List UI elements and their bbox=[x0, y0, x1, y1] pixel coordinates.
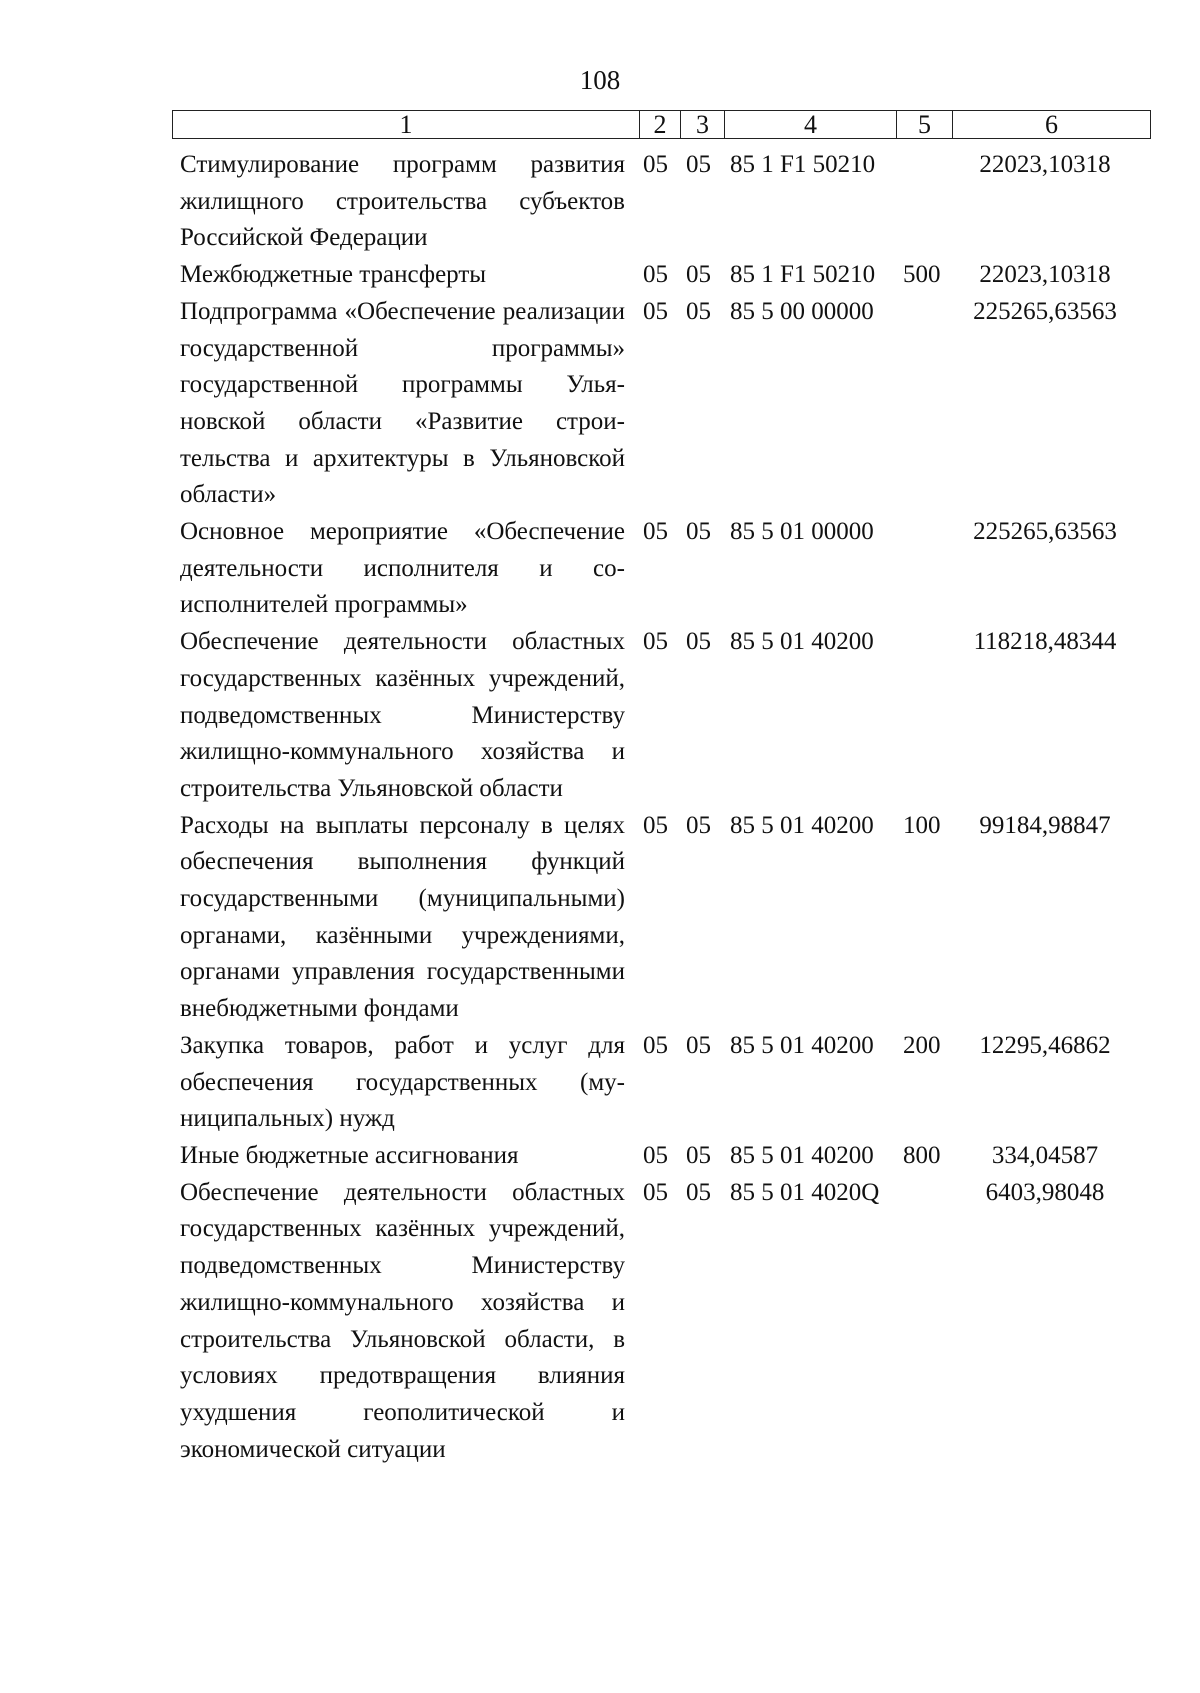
row-name: Закупка товаров, работ и услуг для обеспечения государственных (муниципальных) нужд bbox=[180, 1031, 625, 1133]
table-body bbox=[0, 147, 1200, 1468]
header-col-5: 5 bbox=[897, 111, 953, 139]
row-c5: 100 bbox=[903, 811, 941, 839]
header-col-2: 2 bbox=[640, 111, 681, 139]
row-name: Стимулирование программ развития жилищного строительства субъектов Российской Федерации bbox=[180, 151, 625, 252]
row-name: Основное мероприятие «Обеспечение деятельности исполнителя и соисполнителей программы» bbox=[180, 518, 625, 619]
row-c3: 05 bbox=[686, 628, 711, 656]
row-name: Обеспечение деятельности областных государственных казённых учреждений, подведомственных Министерству жилищно-коммунального хозяйства и строительства Ульяновской области, в условиях предотвращения влияния ухудшения геополитической и экономической ситуации bbox=[180, 1178, 625, 1463]
row-c5: 200 bbox=[903, 1031, 941, 1059]
table-row bbox=[0, 294, 1200, 514]
row-c5: 800 bbox=[903, 1141, 941, 1169]
row-c4: 85 5 01 4020Q bbox=[730, 1178, 880, 1206]
header-col-3: 3 bbox=[681, 111, 725, 139]
row-c6: 118218,48344 bbox=[973, 628, 1117, 656]
row-c3: 05 bbox=[686, 1141, 711, 1169]
row-c4: 85 1 F1 50210 bbox=[730, 261, 876, 289]
row-name: Расходы на выплаты персоналу в целях обеспечения выполнения функций государственными (муниципальными) органами, казёнными учреждениями, органами управления государственными внебюджетными фондами bbox=[180, 811, 625, 1023]
header-col-4: 4 bbox=[725, 111, 897, 139]
row-c6: 225265,63563 bbox=[973, 297, 1117, 325]
row-c4: 85 1 F1 50210 bbox=[730, 151, 876, 178]
row-c5: 500 bbox=[903, 261, 941, 289]
row-c6: 6403,98048 bbox=[985, 1178, 1105, 1206]
table-row bbox=[0, 1028, 1200, 1138]
table-row bbox=[0, 808, 1200, 1028]
table-row bbox=[0, 624, 1200, 808]
table-row bbox=[0, 1138, 1200, 1175]
row-c6: 225265,63563 bbox=[973, 518, 1117, 546]
row-c3: 05 bbox=[686, 1031, 711, 1059]
row-c2: 05 bbox=[643, 151, 668, 178]
row-c3: 05 bbox=[686, 151, 711, 178]
row-c4: 85 5 01 40200 bbox=[730, 811, 874, 839]
row-c6: 99184,98847 bbox=[979, 811, 1111, 839]
row-c6: 22023,10318 bbox=[979, 261, 1111, 289]
header-col-6: 6 bbox=[953, 111, 1151, 139]
table-row bbox=[0, 514, 1200, 624]
row-c2: 05 bbox=[643, 1031, 668, 1059]
table-row bbox=[0, 1175, 1200, 1469]
row-c3: 05 bbox=[686, 261, 711, 289]
row-c2: 05 bbox=[643, 261, 668, 289]
page-number: 108 bbox=[579, 65, 621, 95]
table-row bbox=[0, 257, 1200, 294]
table-row bbox=[0, 147, 1200, 257]
row-c3: 05 bbox=[686, 811, 711, 839]
header-col-1: 1 bbox=[173, 111, 640, 139]
row-name: Межбюджетные трансферты bbox=[180, 261, 487, 289]
row-c4: 85 5 01 40200 bbox=[730, 1141, 874, 1169]
row-c4: 85 5 00 00000 bbox=[730, 297, 874, 325]
row-c4: 85 5 01 40200 bbox=[730, 1031, 874, 1059]
row-c2: 05 bbox=[643, 518, 668, 546]
row-c2: 05 bbox=[643, 297, 668, 325]
row-c6: 334,04587 bbox=[991, 1141, 1099, 1169]
row-name: Подпрограмма «Обеспечение реализации государственной программы» государственной программы Ульяновской области «Развитие строительства и архитектуры в Ульяновской области» bbox=[180, 297, 625, 509]
row-c3: 05 bbox=[686, 297, 711, 325]
row-c2: 05 bbox=[643, 1178, 668, 1206]
row-c6: 12295,46862 bbox=[979, 1031, 1111, 1059]
row-c4: 85 5 01 40200 bbox=[730, 628, 874, 656]
row-c2: 05 bbox=[643, 628, 668, 656]
row-c4: 85 5 01 00000 bbox=[730, 518, 874, 546]
row-c2: 05 bbox=[643, 811, 668, 839]
row-c6: 22023,10318 bbox=[979, 151, 1111, 178]
row-c2: 05 bbox=[643, 1141, 668, 1169]
row-name: Иные бюджетные ассигнования bbox=[180, 1141, 519, 1169]
table-header bbox=[172, 110, 1151, 139]
row-c3: 05 bbox=[686, 518, 711, 546]
row-name: Обеспечение деятельности областных государственных казённых учреждений, подведомственных Министерству жилищно-коммунального хозяйства и строительства Ульяновской области bbox=[180, 628, 625, 802]
row-c3: 05 bbox=[686, 1178, 711, 1206]
